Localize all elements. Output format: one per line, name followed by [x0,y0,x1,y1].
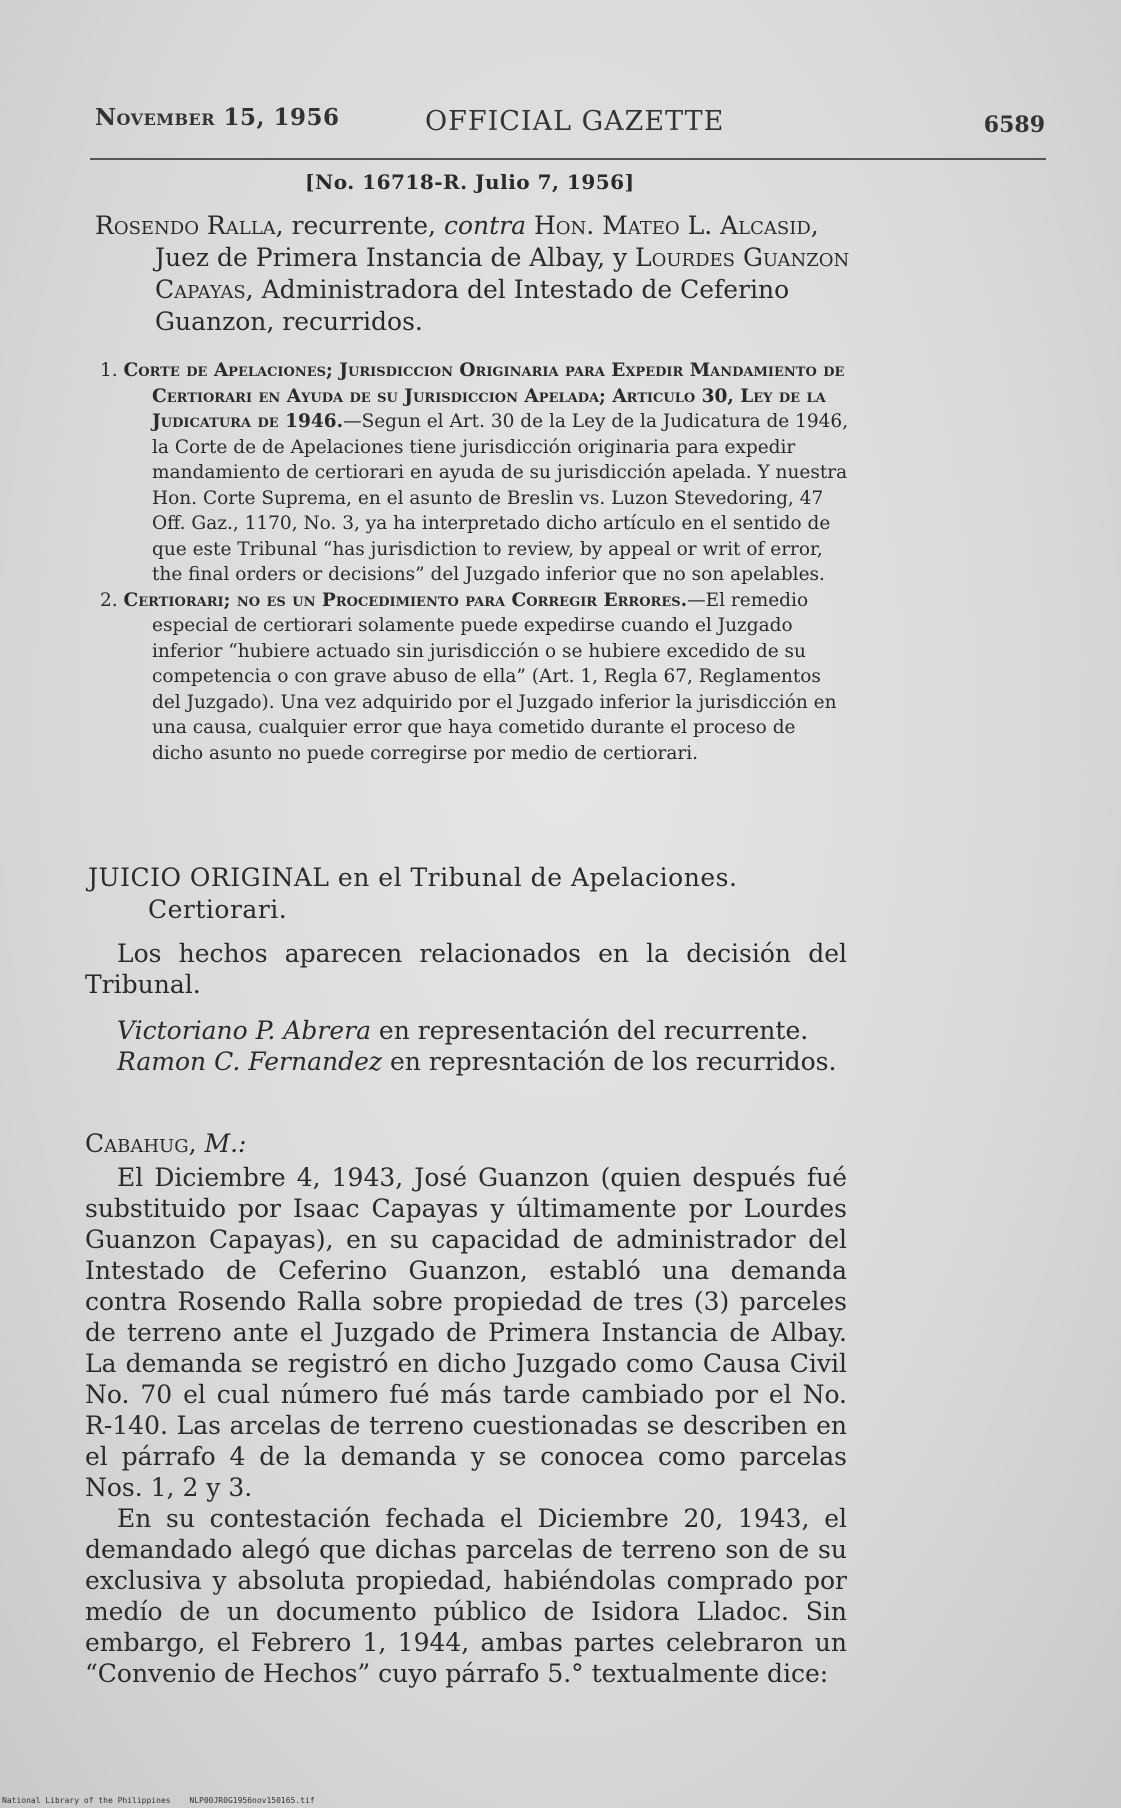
syllabus-heading: Certiorari; no es un Procedimiento para Corregir Errores. [123,589,688,611]
parties-text-2: , Juez de Primera Instancia de Albay, y [155,211,819,272]
counsel-section [85,1015,847,1077]
syllabus [100,358,852,766]
parties-text-3: , Administradora del Intestado de Ceferino Guanzon, recurridos. [155,275,790,336]
opinion-body [85,1162,847,1689]
header-rule [90,158,1046,160]
facts-text: Los hechos aparecen relacionados en la decisión del Tribunal. [85,939,847,999]
petitioner-name: Rosendo Ralla [95,211,276,240]
parties-text-1: , recurrente, [275,211,444,240]
syllabus-body: —Segun el Art. 30 de la Ley de la Judicatura de 1946, la Corte de de Apelaciones tiene jurisdicción originaria para expedir mandamiento de certiorari en ayuda de su jurisdicción apelada. Y nuestra Hon. Corte Suprema, en el asunto de Breslin vs. Luzon Stevedoring, 47 Off. Gaz., 1170, No. 3, ya ha interpretado dicho artículo en el sentido de que este Tribunal “has jurisdiction to review, by appeal or writ of error, the final orders or decisions” del Juzgado inferior que no son apelables. [152,411,849,585]
syllabus-body: —El remedio especial de certiorari solamente puede expedirse cuando el Juzgado inferior “hubiere actuado sin jurisdicción o se hubiere excedido de su competencia o con grave abuso de ella” (Art. 1, Regla 67, Reglamentos del Juzgado). Una vez adquirido por el Juzgado inferior la jurisdicción en una causa, cualquier error que haya cometido durante el proceso de dicho asunto no puede corregirse por medio de certiorari. [152,589,837,764]
respondent-counsel: Ramon C. Fernandez [117,1047,383,1076]
syllabus-item [100,358,852,588]
syllabus-number: 2. [100,589,118,611]
page-header [95,100,1045,140]
page-number: 6589 [983,112,1045,138]
respondent-counsel-text: en represntación de los recurridos. [382,1047,837,1076]
header-title: OFFICIAL GAZETTE [425,106,725,137]
ponente-name: Cabahug [85,1129,189,1158]
syllabus-heading: Corte de Apelaciones; Jurisdiccion Originaria para Expedir Mandamiento de Certiorari en Ayuda de su Jurisdiccion Apelada; Articulo 30, Ley de la Judicatura de 1946. [123,360,845,432]
case-parties [95,210,855,338]
case-number: [No. 16718-R. Julio 7, 1956] [305,170,635,194]
syllabus-item [100,588,852,767]
original-action-text: JUICIO ORIGINAL en el Tribunal de Apelaciones. Certiorari. [88,863,738,924]
header-date: November 15, 1956 [95,104,340,131]
scan-footer [2,1796,329,1805]
facts-section [85,938,847,1000]
original-action [88,862,848,926]
syllabus-number: 1. [100,360,118,381]
petitioner-counsel-text: en representación del recurrente. [370,1016,809,1045]
ponente-title: M.: [204,1129,247,1158]
petitioner-counsel: Victoriano P. Abrera [117,1016,371,1045]
ponente: Cabahug, M.: [85,1129,247,1158]
opinion-paragraph: El Diciembre 4, 1943, José Guanzon (quien después fué substituido por Isaac Capayas y últimamente por Lourdes Guanzon Capayas), en su capacidad de administrador del Intestado de Ceferino Guanzon, establó una demanda contra Rosendo Ralla sobre propiedad de tres (3) parceles de terreno ante el Juzgado de Primera Instancia de Albay. La demanda se registró en dicho Juzgado como Causa Civil No. 70 el cual número fué más tarde cambiado por el No. R-140. Las arcelas de terreno cuestionadas se describen en el párrafo 4 de la demanda y se conocea como parcelas Nos. 1, 2 y 3. [85,1163,847,1502]
respondent-administrator-name: Lourdes Guanzon Capayas [155,243,850,304]
footer-library: National Library of the Philippines [2,1796,171,1805]
opinion-paragraph: En su contestación fechada el Diciembre 20, 1943, el demandado alegó que dichas parcelas de terreno son de su exclusiva y absoluta propiedad, habiéndolas comprado por medío de un documento público de Isidora Lladoc. Sin embargo, el Febrero 1, 1944, ambas partes celebraron un “Convenio de Hechos” cuyo párrafo 5.° textualmente dice: [85,1504,847,1688]
contra-word: contra [443,211,527,240]
respondent-judge-name: Hon. Mateo L. Alcasid [526,211,811,240]
footer-file: NLP00JR0G1956nov150165.tif [189,1796,315,1805]
